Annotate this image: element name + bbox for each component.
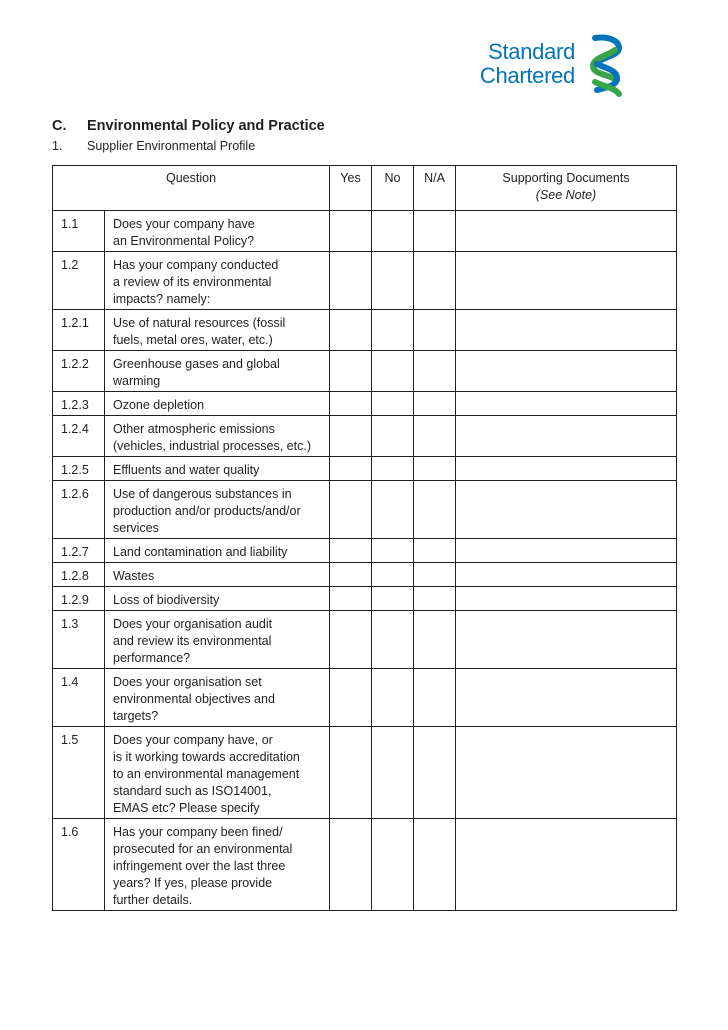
row-number: 1.6	[53, 819, 105, 911]
no-cell[interactable]	[372, 727, 414, 819]
row-number: 1.2	[53, 252, 105, 310]
row-question	[105, 481, 330, 539]
header-docs-note: (See Note)	[535, 188, 597, 202]
na-cell[interactable]	[414, 351, 456, 392]
no-cell[interactable]	[372, 416, 414, 457]
yes-cell[interactable]	[330, 211, 372, 252]
yes-cell[interactable]	[330, 392, 372, 416]
question-line: prosecuted for an environmental	[113, 842, 293, 856]
question-line: production and/or products/and/or	[113, 504, 301, 518]
question-line: a review of its environmental	[113, 275, 272, 289]
na-cell[interactable]	[414, 392, 456, 416]
supporting-documents-cell[interactable]	[456, 819, 677, 911]
no-cell[interactable]	[372, 351, 414, 392]
table-row	[53, 669, 677, 727]
row-question	[105, 587, 330, 611]
supporting-documents-cell[interactable]	[456, 211, 677, 252]
yes-cell[interactable]	[330, 819, 372, 911]
no-cell[interactable]	[372, 587, 414, 611]
table-row	[53, 563, 677, 587]
header-docs-label: Supporting Documents	[502, 171, 630, 185]
yes-cell[interactable]	[330, 457, 372, 481]
question-line: Loss of biodiversity	[113, 593, 220, 607]
row-question	[105, 211, 330, 252]
row-question	[105, 351, 330, 392]
row-question	[105, 611, 330, 669]
no-cell[interactable]	[372, 211, 414, 252]
row-question	[105, 252, 330, 310]
question-line: further details.	[113, 893, 193, 907]
environmental-profile-table	[52, 165, 677, 911]
na-cell[interactable]	[414, 211, 456, 252]
question-line: and review its environmental	[113, 634, 272, 648]
question-line: Use of natural resources (fossil	[113, 316, 286, 330]
supporting-documents-cell[interactable]	[456, 416, 677, 457]
row-question	[105, 727, 330, 819]
row-number: 1.2.8	[53, 563, 105, 587]
yes-cell[interactable]	[330, 416, 372, 457]
header-yes: Yes	[330, 166, 372, 211]
question-line: infringement over the last three	[113, 859, 286, 873]
logo-ribbon-icon	[585, 34, 627, 98]
logo-line-2: Chartered	[479, 63, 575, 88]
table-row	[53, 819, 677, 911]
row-question	[105, 416, 330, 457]
na-cell[interactable]	[414, 457, 456, 481]
table-row	[53, 481, 677, 539]
yes-cell[interactable]	[330, 669, 372, 727]
na-cell[interactable]	[414, 669, 456, 727]
question-line: an Environmental Policy?	[113, 234, 255, 248]
table-body	[53, 211, 677, 911]
no-cell[interactable]	[372, 539, 414, 563]
question-line: Use of dangerous substances in	[113, 487, 292, 501]
row-number: 1.1	[53, 211, 105, 252]
table-row	[53, 252, 677, 310]
supporting-documents-cell[interactable]	[456, 563, 677, 587]
no-cell[interactable]	[372, 481, 414, 539]
supporting-documents-cell[interactable]	[456, 351, 677, 392]
question-line: Greenhouse gases and global	[113, 357, 280, 371]
table-row	[53, 539, 677, 563]
na-cell[interactable]	[414, 727, 456, 819]
question-line: warming	[113, 374, 161, 388]
row-number: 1.2.1	[53, 310, 105, 351]
row-question	[105, 669, 330, 727]
yes-cell[interactable]	[330, 611, 372, 669]
question-line: EMAS etc? Please specify	[113, 801, 260, 815]
yes-cell[interactable]	[330, 587, 372, 611]
subsection-heading	[52, 139, 255, 153]
supporting-documents-cell[interactable]	[456, 392, 677, 416]
no-cell[interactable]	[372, 669, 414, 727]
na-cell[interactable]	[414, 252, 456, 310]
yes-cell[interactable]	[330, 252, 372, 310]
question-line: Other atmospheric emissions	[113, 422, 275, 436]
no-cell[interactable]	[372, 310, 414, 351]
yes-cell[interactable]	[330, 727, 372, 819]
header-na: N/A	[414, 166, 456, 211]
row-question	[105, 310, 330, 351]
question-line: Does your organisation set	[113, 675, 262, 689]
yes-cell[interactable]	[330, 563, 372, 587]
row-number: 1.2.4	[53, 416, 105, 457]
na-cell[interactable]	[414, 310, 456, 351]
row-question	[105, 457, 330, 481]
row-number: 1.2.3	[53, 392, 105, 416]
supporting-documents-cell[interactable]	[456, 727, 677, 819]
no-cell[interactable]	[372, 392, 414, 416]
question-line: environmental objectives and	[113, 692, 275, 706]
table-row	[53, 457, 677, 481]
supporting-documents-cell[interactable]	[456, 481, 677, 539]
question-line: Does your company have	[113, 217, 255, 231]
supporting-documents-cell[interactable]	[456, 587, 677, 611]
question-line: fuels, metal ores, water, etc.)	[113, 333, 273, 347]
supporting-documents-cell[interactable]	[456, 669, 677, 727]
row-number: 1.5	[53, 727, 105, 819]
question-line: standard such as ISO14001,	[113, 784, 272, 798]
question-line: Has your company conducted	[113, 258, 279, 272]
row-number: 1.2.7	[53, 539, 105, 563]
yes-cell[interactable]	[330, 310, 372, 351]
question-line: is it working towards accreditation	[113, 750, 300, 764]
na-cell[interactable]	[414, 819, 456, 911]
row-question	[105, 392, 330, 416]
yes-cell[interactable]	[330, 481, 372, 539]
na-cell[interactable]	[414, 611, 456, 669]
table-row	[53, 351, 677, 392]
na-cell[interactable]	[414, 416, 456, 457]
question-line: to an environmental management	[113, 767, 300, 781]
question-line: Does your company have, or	[113, 733, 273, 747]
row-number: 1.2.2	[53, 351, 105, 392]
question-line: Ozone depletion	[113, 398, 205, 412]
na-cell[interactable]	[414, 587, 456, 611]
table-row	[53, 611, 677, 669]
question-line: performance?	[113, 651, 191, 665]
question-line: Does your organisation audit	[113, 617, 273, 631]
row-number: 1.2.5	[53, 457, 105, 481]
table-row	[53, 587, 677, 611]
header-question: Question	[53, 166, 330, 211]
na-cell[interactable]	[414, 563, 456, 587]
table-row	[53, 211, 677, 252]
no-cell[interactable]	[372, 252, 414, 310]
na-cell[interactable]	[414, 481, 456, 539]
yes-cell[interactable]	[330, 539, 372, 563]
table-row	[53, 392, 677, 416]
no-cell[interactable]	[372, 563, 414, 587]
logo-line-1: Standard	[488, 39, 575, 64]
row-number: 1.4	[53, 669, 105, 727]
subsection-title: Supplier Environmental Profile	[87, 139, 256, 153]
question-line: impacts? namely:	[113, 292, 211, 306]
table-row	[53, 310, 677, 351]
row-question	[105, 819, 330, 911]
row-number: 1.3	[53, 611, 105, 669]
question-line: services	[113, 521, 159, 535]
row-question	[105, 563, 330, 587]
supporting-documents-cell[interactable]	[456, 252, 677, 310]
question-line: years? If yes, please provide	[113, 876, 273, 890]
logo-wordmark	[480, 40, 575, 88]
no-cell[interactable]	[372, 819, 414, 911]
header-supporting-documents	[456, 166, 677, 211]
question-line: Wastes	[113, 569, 155, 583]
no-cell[interactable]	[372, 611, 414, 669]
row-number: 1.2.6	[53, 481, 105, 539]
table-row	[53, 416, 677, 457]
no-cell[interactable]	[372, 457, 414, 481]
question-line: (vehicles, industrial processes, etc.)	[113, 439, 311, 453]
header-no: No	[372, 166, 414, 211]
question-line: Has your company been fined/	[113, 825, 283, 839]
question-line: targets?	[113, 709, 159, 723]
question-line: Effluents and water quality	[113, 463, 260, 477]
supporting-documents-cell[interactable]	[456, 539, 677, 563]
question-line: Land contamination and liability	[113, 545, 288, 559]
supporting-documents-cell[interactable]	[456, 611, 677, 669]
subsection-number: 1.	[52, 139, 63, 153]
yes-cell[interactable]	[330, 351, 372, 392]
section-heading	[52, 118, 325, 134]
supporting-documents-cell[interactable]	[456, 310, 677, 351]
na-cell[interactable]	[414, 539, 456, 563]
section-title: Environmental Policy and Practice	[87, 118, 325, 134]
supporting-documents-cell[interactable]	[456, 457, 677, 481]
row-number: 1.2.9	[53, 587, 105, 611]
table-header-row	[53, 166, 677, 211]
section-letter: C.	[52, 118, 67, 134]
standard-chartered-logo	[458, 34, 633, 100]
row-question	[105, 539, 330, 563]
table-row	[53, 727, 677, 819]
